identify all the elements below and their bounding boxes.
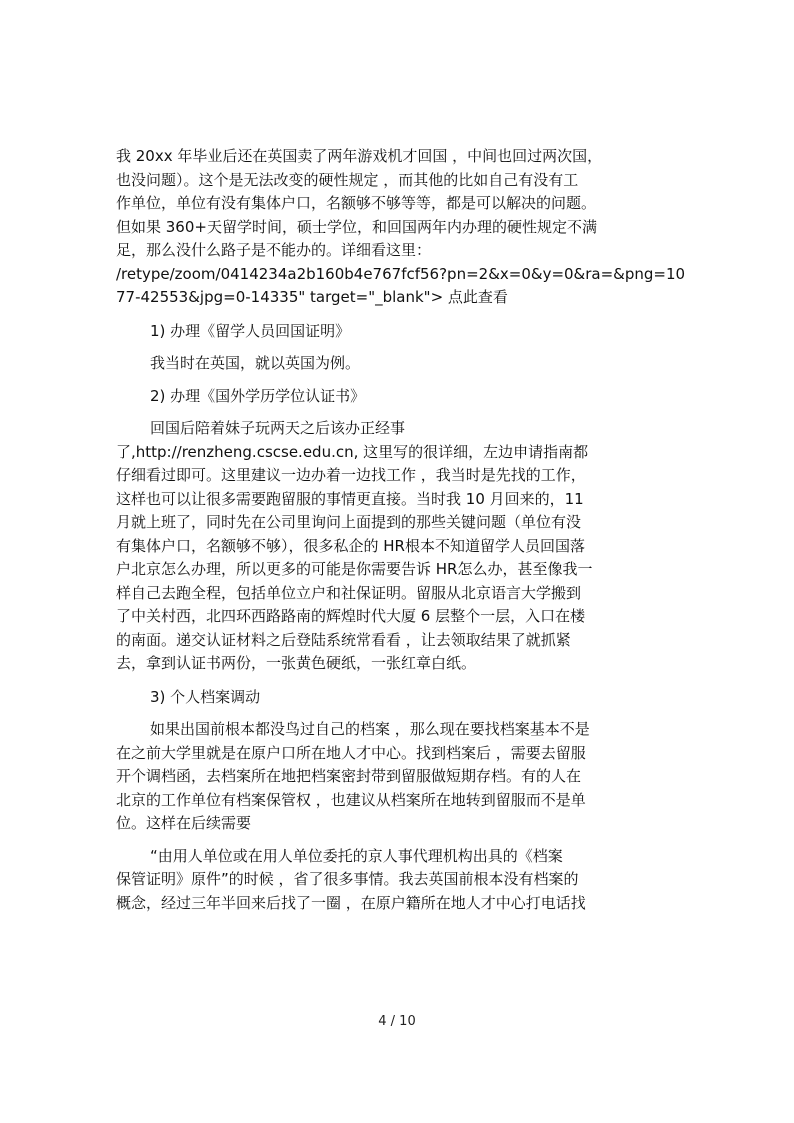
text-line: 在之前大学里就是在原户口所在地人才中心。找到档案后 ，需要去留服 [116,743,586,762]
text-line: 北京的工作单位有档案保管权 ，也建议从档案所在地转到留服而不是单 [116,790,586,809]
text-line: 了,http://renzheng.cscse.edu.cn, 这里写的很详细，左边申请指南都 [116,442,589,461]
section-heading-archive-transfer: 3) 个人档案调动 [150,687,261,706]
text-line: 样自己去跑全程，包括单位立户和社保证明。留服从北京语言大学搬到 [116,583,582,602]
paragraph-certification [116,417,680,676]
paragraph-intro [116,145,686,310]
text-line: 位。这样在后续需要 [116,814,252,832]
text-line: 的南面。递交认证材料之后登陆系统常看看 ，让去领取结果了就抓紧 [116,630,571,649]
paragraph-archive [116,718,680,836]
text-line: 但如果 360+天留学时间，硕士学位，和回国两年内办理的硬性规定不满 [116,217,597,236]
text-line: 回国后陪着妹子玩两天之后该办正经事 [150,419,406,437]
text-line: 仔细看过即可。这里建议一边办着一边找工作 ，我当时是先找的工作， [116,466,586,484]
text-line: 也没问题）。这个是无法改变的硬性规定 ，而其他的比如自己有没有工 [116,170,579,189]
page-content [116,145,686,915]
text-line: 我 20xx 年毕业后还在英国卖了两年游戏机才回国 ，中间也回过两次国， [116,147,603,165]
page-number: 4 / 10 [378,1014,416,1029]
text-line: 开个调档函，去档案所在地把档案密封带到留服做短期存档。有的人在 [116,767,582,785]
paragraph-uk-example: 我当时在英国，就以英国为例。 [150,354,361,372]
text-line: 去，拿到认证书两份，一张黄色硬纸，一张红章白纸。 [116,654,477,672]
text-line: 保管证明》原件”的时候 ，省了很多事情。我去英国前根本没有档案的 [116,870,579,888]
text-line: /retype/zoom/0414234a2b160b4e767fcf56?pn=2&x=0&y=0&ra=&png=10 [116,264,686,283]
section-heading-return-certificate: 1) 办理《留学人员回国证明》 [150,321,351,340]
paragraph-archive-certificate [116,845,680,916]
text-line: 户北京怎么办理，所以更多的可能是你需要告诉 HR怎么办，甚至像我一 [116,560,593,578]
text-line: 了中关村西，北四环西路路南的辉煌时代大厦 6 层整个一层，入口在楼 [116,607,586,625]
text-line: 月就上班了，同时先在公司里询问上面提到的那些关键问题（单位有没 [116,513,582,531]
section-heading-degree-certification: 2) 办理《国外学历学位认证书》 [150,386,366,405]
text-line: 77-42553&jpg=0-14335" target="_blank"> 点此查看 [116,288,508,306]
text-line: 作单位，单位有没有集体户口，名额够不够等等，都是可以解决的问题。 [116,194,597,212]
text-line: 有集体户口，名额够不够），很多私企的 HR根本不知道留学人员回国落 [116,536,585,555]
text-line: 概念，经过三年半回来后找了一圈 ，在原户籍所在地人才中心打电话找 [116,893,586,912]
text-line: 这样也可以让很多需要跑留服的事情更直接。当时我 10 月回来的，11 [116,489,584,508]
text-line: “由用人单位或在用人单位委托的京人事代理机构出具的《档案 [150,846,563,865]
text-line: 足，那么没什么路子是不能办的。详细看这里： [116,241,432,259]
text-line: 如果出国前根本都没鸟过自己的档案 ，那么现在要找档案基本不是 [150,720,590,738]
